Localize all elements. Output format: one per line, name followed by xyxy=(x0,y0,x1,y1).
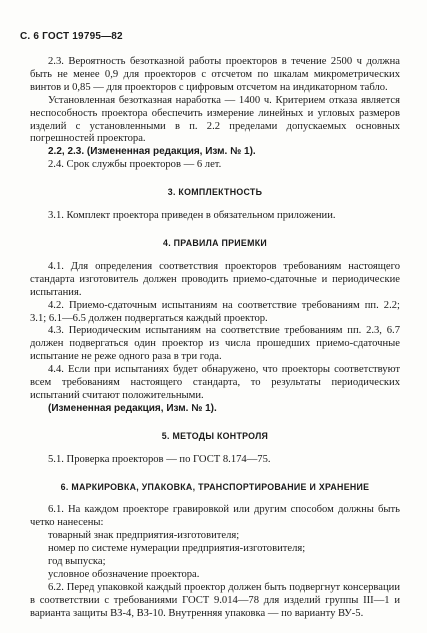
paragraph-5-1: 5.1. Проверка проекторов — по ГОСТ 8.174—75. xyxy=(48,453,271,465)
paragraph-4-4: 4.4. Если при испытаниях будет обнаружено, что проекторы соответствуют всем требованиям настоящего стандарта, то результаты периодических испытаний считают положительными. xyxy=(30,364,400,401)
paragraph-reliability: Установленная безотказная наработка — 1400 ч. Критерием отказа является неспособность проектора обеспечить измерение линейных и угловых размеров изделий с установленными в п. 2.2 пределами допускаемых основных погрешностей проектора. xyxy=(30,94,400,145)
paragraph-4-3: 4.3. Периодическим испытаниям на соответствие требованиям пп. 2.3, 6.7 должен подвергаться один проектор из числа прошедших приемо-сдаточные испытание не реже одного раза в три года. xyxy=(30,325,400,363)
section-5-title: 5. МЕТОДЫ КОНТРОЛЯ xyxy=(161,430,269,441)
paragraph-6-1: 6.1. На каждом проекторе гравировкой или другим способом должны быть четко нанесены: xyxy=(30,504,400,529)
marking-item-year: год выпуска; xyxy=(48,556,106,568)
paragraph-4-1: 4.1. Для определения соответствия проекторов требованиям настоящего стандарта изготовитель должен проводить приемо-сдаточные и периодические испытания. xyxy=(30,260,400,298)
page-header: С. 6 ГОСТ 19795—82 xyxy=(20,31,123,42)
paragraph-3-1: 3.1. Комплект проектора приведен в обязательном приложении. xyxy=(48,210,336,222)
paragraph-2-3: 2.3. Вероятность безотказной работы проекторов в течение 2500 ч должна быть не менее 0,9 для проекторов с отсчетом по шкалам микрометрических винтов и 0,85 — для проекторов с цифровым отсчетом на индикаторном табло. xyxy=(30,56,400,93)
paragraph-4-2: 4.2. Приемо-сдаточным испытаниям на соответствие требованиям пп. 2.2; 3.1; 6.1—6.5 должен подвергаться каждый проектор. xyxy=(30,299,400,324)
amendment-note-2: (Измененная редакция, Изм. № 1). xyxy=(48,402,217,414)
marking-item-number: номер по системе нумерации предприятия-изготовителя; xyxy=(48,543,306,555)
paragraph-2-4: 2.4. Срок службы проекторов — 6 лет. xyxy=(48,159,222,171)
section-4-title: 4. ПРАВИЛА ПРИЕМКИ xyxy=(163,237,267,248)
section-6-title: 6. МАРКИРОВКА, УПАКОВКА, ТРАНСПОРТИРОВАНИЕ И ХРАНЕНИЕ xyxy=(60,481,370,492)
amendment-note-1: 2.2, 2.3. (Измененная редакция, Изм. № 1). xyxy=(48,146,256,158)
marking-item-trademark: товарный знак предприятия-изготовителя; xyxy=(48,530,240,542)
marking-item-designation: условное обозначение проектора. xyxy=(48,569,200,580)
paragraph-6-2: 6.2. Перед упаковкой каждый проектор должен быть подвергнут консервации в соответствии с требованиями ГОСТ 9.014—78 для изделий группы III—1 и варианта защиты ВЗ-4, ВЗ-10. Внутренняя упаковка — по варианту ВУ-5. xyxy=(30,581,400,619)
document-body xyxy=(30,56,400,621)
section-3-title: 3. КОМПЛЕКТНОСТЬ xyxy=(167,187,263,198)
